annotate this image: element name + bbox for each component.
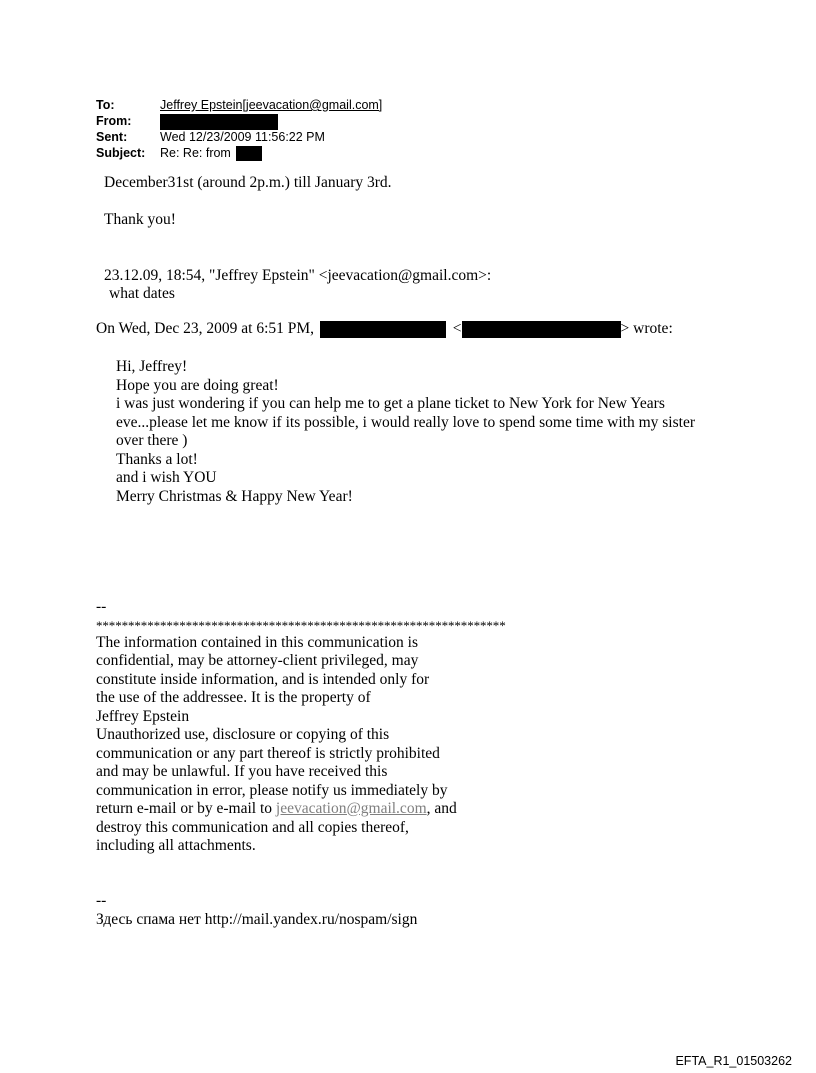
signature-separator: --	[96, 892, 107, 909]
quote-header: 23.12.09, 18:54, "Jeffrey Epstein" <jeevacation@gmail.com>:	[104, 267, 492, 284]
subject-label: Subject:	[96, 146, 146, 160]
signature-text: Здесь спама нет http://mail.yandex.ru/nospam/sign	[96, 910, 418, 928]
sent-value: Wed 12/23/2009 11:56:22 PM	[160, 130, 325, 144]
attribution-lt: <	[452, 320, 462, 337]
disclaimer-return-line	[96, 800, 506, 819]
disclaimer-line: The information contained in this communication is	[96, 633, 418, 651]
message-line: Hi, Jeffrey!	[116, 358, 188, 375]
message-line: eve...please let me know if its possible, i would really love to spend some time with my sister	[116, 413, 695, 431]
reply-thanks: Thank you!	[104, 211, 176, 228]
document-id: EFTA_R1_01503262	[675, 1054, 792, 1068]
disclaimer-line: and may be unlawful. If you have received this	[96, 763, 388, 780]
return-suffix: , and	[426, 800, 457, 817]
quote-body: what dates	[109, 285, 175, 302]
disclaimer-line: including all attachments.	[96, 837, 256, 854]
reply-dates: December31st (around 2p.m.) till January 3rd.	[104, 174, 392, 191]
to-label: To:	[96, 98, 115, 112]
email-link[interactable]: jeevacation@gmail.com	[275, 800, 427, 817]
subject-value: Re: Re: from	[160, 146, 231, 160]
redaction-from	[160, 114, 278, 130]
disclaimer-line: Jeffrey Epstein	[96, 707, 190, 725]
from-label: From:	[96, 114, 132, 128]
disclaimer-line: Unauthorized use, disclosure or copying of this	[96, 726, 390, 743]
disclaimer-stars: ****************************************************************	[96, 617, 506, 633]
message-line: over there )	[116, 432, 188, 449]
message-line: Thanks a lot!	[116, 450, 198, 468]
message-line: and i wish YOU	[116, 469, 217, 486]
attribution-suffix: > wrote:	[620, 320, 673, 337]
subject-value-wrap	[160, 145, 262, 161]
attribution-prefix: On Wed, Dec 23, 2009 at 6:51 PM,	[96, 320, 315, 337]
disclaimer	[96, 598, 506, 856]
disclaimer-line: communication or any part thereof is strictly prohibited	[96, 744, 440, 762]
redaction-sender-email	[462, 321, 621, 338]
disclaimer-line: the use of the addressee. It is the property of	[96, 689, 371, 706]
disclaimer-line: confidential, may be attorney-client privileged, may	[96, 652, 419, 669]
sent-label: Sent:	[96, 130, 128, 144]
return-prefix: return e-mail or by e-mail to	[96, 800, 276, 817]
redaction-sender-name	[320, 321, 446, 338]
disclaimer-line: destroy this communication and all copies thereof,	[96, 818, 409, 836]
redaction-subject	[236, 146, 262, 161]
disclaimer-separator: --	[96, 598, 107, 615]
message-line: Hope you are doing great!	[116, 376, 279, 394]
original-message	[116, 358, 695, 506]
message-line: Merry Christmas & Happy New Year!	[116, 487, 353, 505]
message-line: i was just wondering if you can help me to get a plane ticket to New York for New Years	[116, 395, 665, 412]
disclaimer-line: constitute inside information, and is intended only for	[96, 670, 430, 688]
from-value-wrap	[160, 113, 278, 130]
to-value: Jeffrey Epstein[jeevacation@gmail.com]	[160, 98, 383, 112]
disclaimer-line: communication in error, please notify us immediately by	[96, 781, 448, 799]
signature	[96, 892, 417, 929]
attribution-line	[96, 320, 673, 339]
